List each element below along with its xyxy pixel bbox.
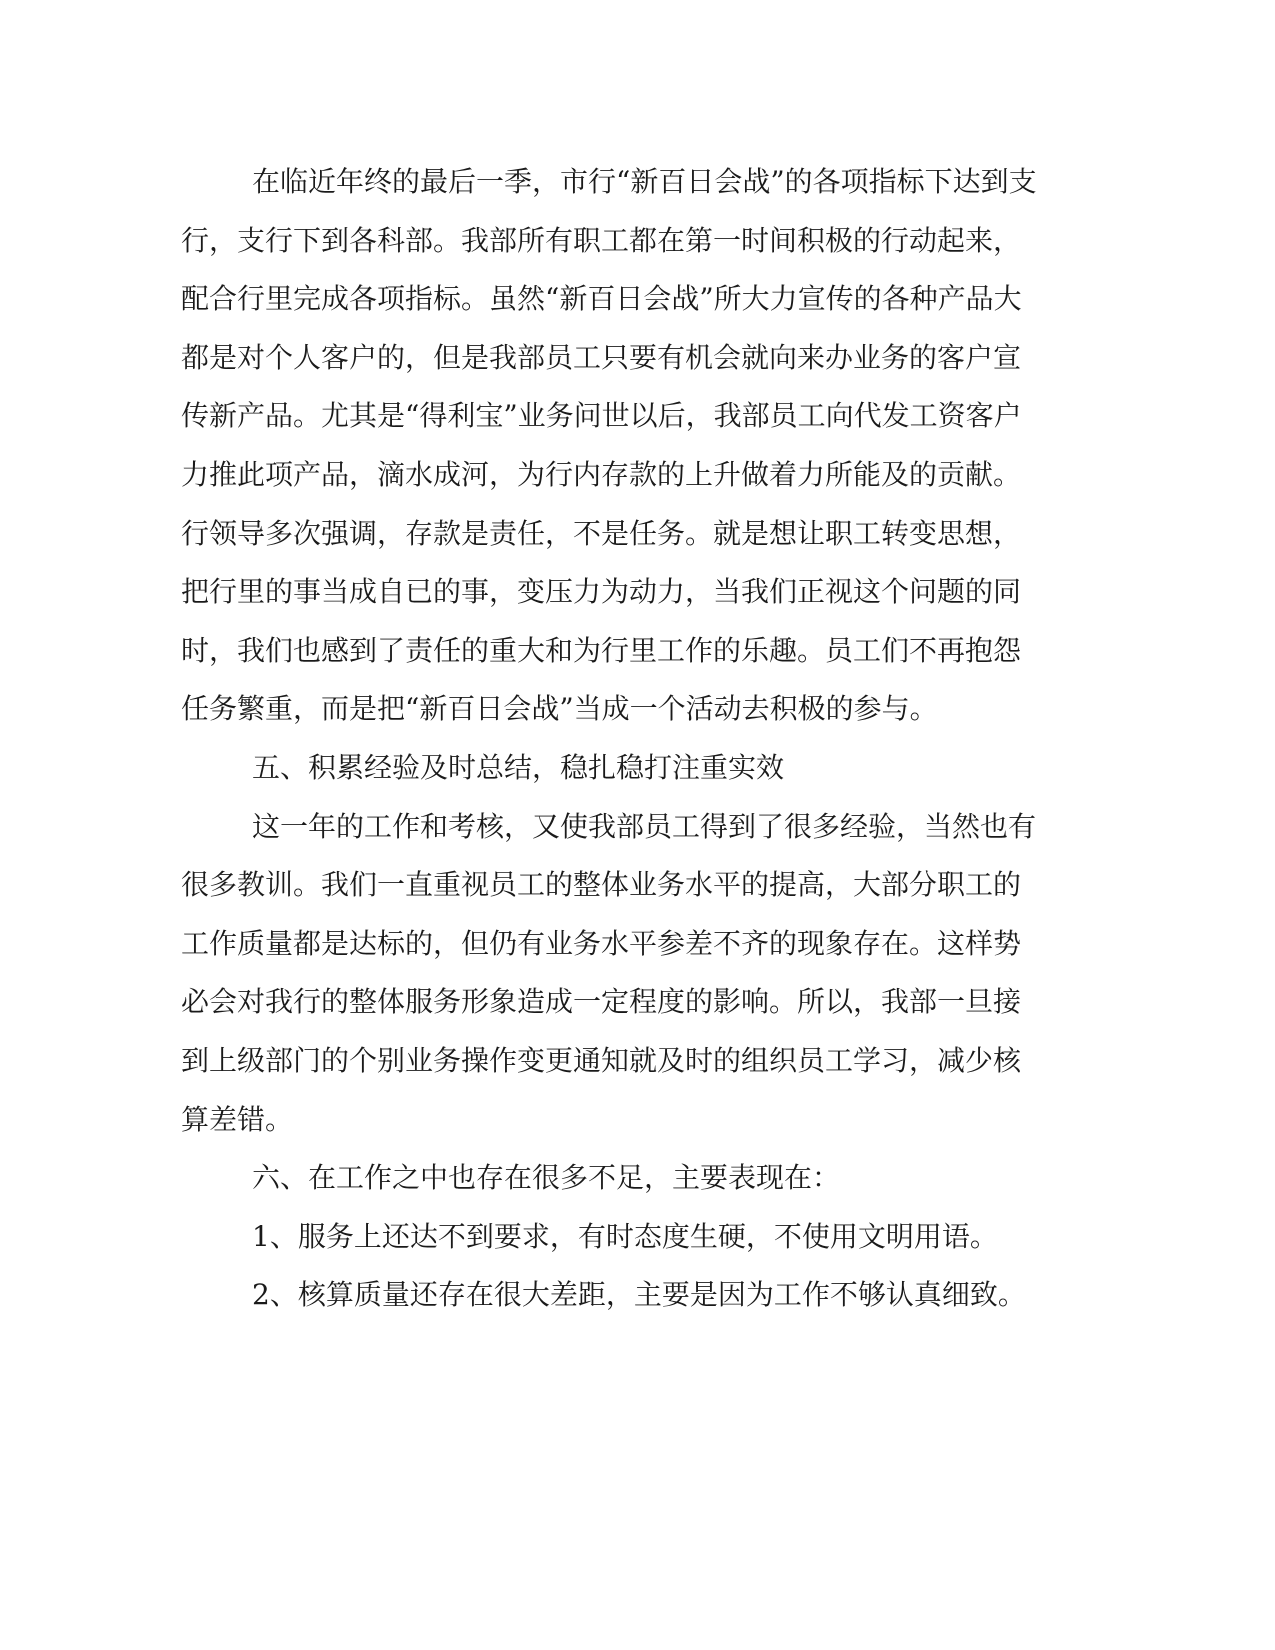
text-line-2: 行，支行下到各科部。我部所有职工都在第一时间积极的行动起来， (181, 224, 1022, 257)
text-line-14: 工作质量都是达标的，但仍有业务水平参差不齐的现象存在。这样势 (181, 927, 1022, 960)
section-heading-5: 五、积累经验及时总结，稳扎稳打注重实效 (252, 751, 785, 784)
list-item-1: 1、服务上还达不到要求，有时态度生硬，不使用文明用语。 (252, 1220, 998, 1253)
text-line-5: 传新产品。尤其是“得利宝”业务问世以后，我部员工向代发工资客户 (181, 399, 1022, 432)
text-line-3: 配合行里完成各项指标。虽然“新百日会战”所大力宣传的各种产品大 (181, 282, 1022, 315)
text-line-1: 在临近年终的最后一季，市行“新百日会战”的各项指标下达到支 (252, 165, 1037, 198)
text-line-12: 这一年的工作和考核，又使我部员工得到了很多经验，当然也有 (252, 810, 1037, 843)
text-line-6: 力推此项产品，滴水成河，为行内存款的上升做着力所能及的贡献。 (181, 458, 1022, 491)
text-line-10: 任务繁重，而是把“新百日会战”当成一个活动去积极的参与。 (181, 692, 938, 725)
text-line-7: 行领导多次强调，存款是责任，不是任务。就是想让职工转变思想， (181, 517, 1022, 550)
text-line-9: 时，我们也感到了责任的重大和为行里工作的乐趣。员工们不再抱怨 (181, 634, 1022, 667)
section-heading-6: 六、在工作之中也存在很多不足，主要表现在： (252, 1161, 841, 1194)
text-line-15: 必会对我行的整体服务形象造成一定程度的影响。所以，我部一旦接 (181, 985, 1022, 1018)
text-line-17: 算差错。 (181, 1103, 294, 1136)
text-line-4: 都是对个人客户的，但是我部员工只要有机会就向来办业务的客户宣 (181, 341, 1022, 374)
text-line-13: 很多教训。我们一直重视员工的整体业务水平的提高，大部分职工的 (181, 868, 1022, 901)
list-item-2: 2、核算质量还存在很大差距，主要是因为工作不够认真细致。 (252, 1278, 1026, 1311)
text-line-16: 到上级部门的个别业务操作变更通知就及时的组织员工学习，减少核 (181, 1044, 1022, 1077)
text-line-8: 把行里的事当成自已的事，变压力为动力，当我们正视这个问题的同 (181, 575, 1022, 608)
